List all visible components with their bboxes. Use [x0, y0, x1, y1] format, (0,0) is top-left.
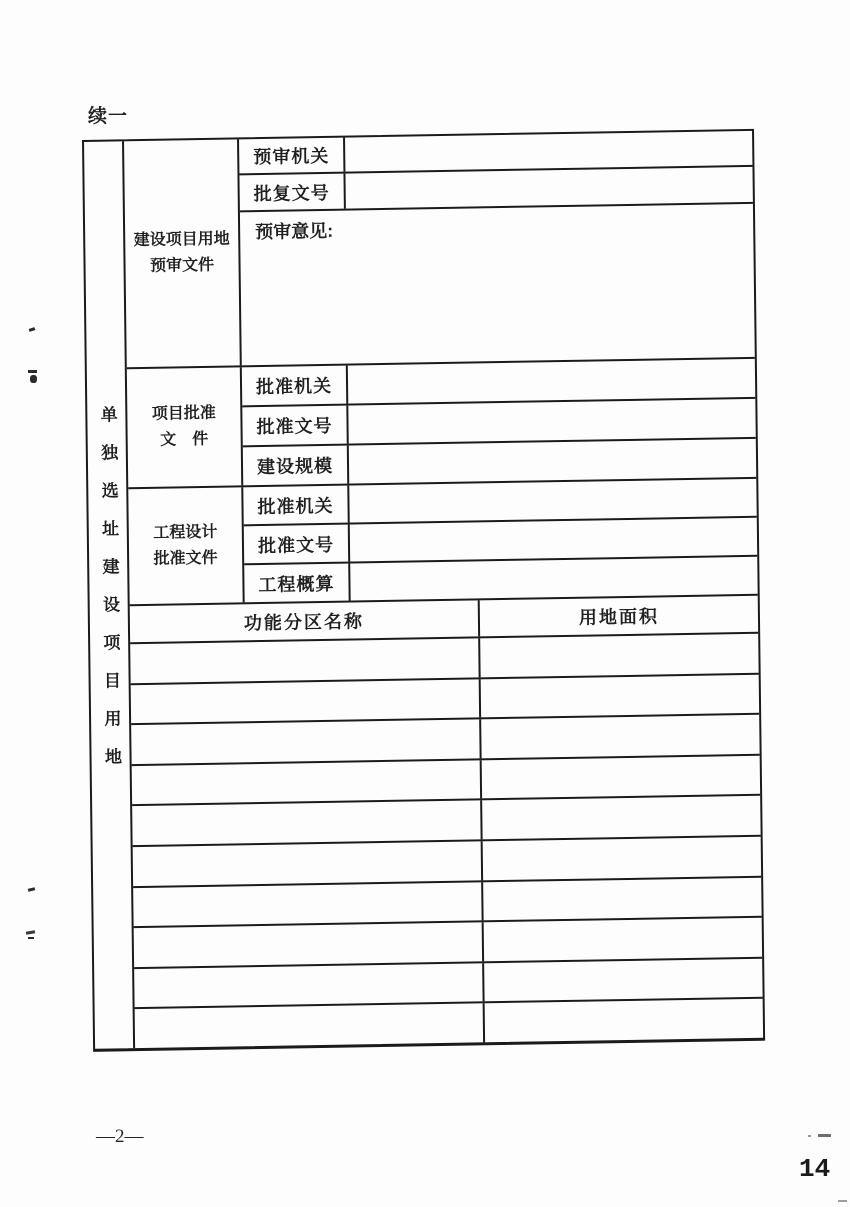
zone-area-cell [483, 837, 761, 880]
zone-name-cell [133, 841, 483, 885]
preaudit-organ-label: 预审机关 [239, 138, 345, 174]
preaudit-group-cell [124, 139, 242, 367]
project-estimate-value [350, 557, 757, 601]
group-label-line: 建设项目用地 [133, 230, 230, 250]
design-approval-group-cell [128, 487, 244, 604]
zone-area-cell [480, 634, 758, 677]
footer-page-number: —2— [96, 1126, 144, 1147]
zone-name-cell [133, 882, 483, 926]
zone-area-cell [481, 674, 759, 717]
scan-artifact [818, 1134, 831, 1137]
zone-name-cell [132, 760, 482, 804]
design-approval-section [128, 479, 757, 606]
design-doc-number-value [350, 518, 757, 562]
preaudit-opinion-label: 预审意见: [255, 220, 334, 243]
reply-doc-number-value [345, 167, 752, 209]
scan-artifact [26, 930, 35, 935]
scan-artifact [29, 327, 36, 332]
scan-artifact [28, 937, 34, 939]
scan-artifact [838, 1200, 847, 1202]
group-label-line: 批准文件 [153, 549, 218, 568]
design-doc-number-label: 批准文号 [244, 525, 350, 564]
approval-doc-number-value [348, 399, 755, 444]
approval-organ-label: 批准机关 [242, 366, 348, 406]
zone-area-cell [484, 918, 762, 961]
construction-scale-label: 建设规模 [243, 446, 349, 486]
scan-artifact [28, 370, 37, 373]
preaudit-organ-value [345, 131, 752, 172]
side-category-label: 单独选址建设项目用地 [97, 404, 122, 786]
form-row [244, 557, 757, 602]
zone-rows [130, 634, 763, 1048]
project-approval-group-cell [127, 367, 243, 487]
form-row [243, 439, 756, 485]
zone-name-cell [135, 1004, 485, 1048]
scan-artifact [30, 375, 37, 383]
scan-artifact [28, 887, 36, 892]
stamp-page-number: 14 [799, 1154, 831, 1184]
continuation-label: 续一 [88, 106, 129, 127]
scan-artifact [808, 1135, 811, 1137]
project-estimate-label: 工程概算 [244, 564, 350, 603]
design-approval-organ-value [349, 479, 756, 523]
zone-area-cell [482, 756, 760, 799]
form-table-body [124, 131, 763, 1048]
zone-name-cell [132, 801, 482, 845]
group-label-line: 预审文件 [149, 256, 215, 275]
zone-name-header: 功能分区名称 [130, 600, 480, 642]
group-label-line: 文 件 [160, 430, 209, 449]
zone-name-cell [131, 720, 481, 764]
zone-area-cell [485, 999, 763, 1042]
preaudit-opinion-cell [240, 204, 755, 365]
construction-scale-value [349, 439, 756, 484]
form-table [82, 129, 765, 1052]
preaudit-section [124, 131, 755, 369]
zone-area-cell [482, 796, 760, 839]
zone-name-cell [134, 963, 484, 1007]
approval-doc-number-label: 批准文号 [242, 406, 348, 446]
project-approval-section [127, 359, 756, 489]
zone-name-cell [134, 922, 484, 966]
zone-name-cell [130, 638, 480, 682]
zone-area-cell [481, 715, 759, 758]
zone-area-cell [484, 958, 762, 1001]
zone-name-cell [131, 679, 481, 723]
reply-doc-number-label: 批复文号 [239, 174, 345, 211]
group-label-line: 工程设计 [153, 523, 218, 542]
zone-area-header: 用地面积 [578, 606, 660, 628]
approval-organ-value [348, 359, 755, 404]
zone-area-cell [483, 877, 761, 920]
group-label-line: 项目批准 [151, 404, 216, 423]
design-approval-organ-label: 批准机关 [243, 486, 349, 525]
